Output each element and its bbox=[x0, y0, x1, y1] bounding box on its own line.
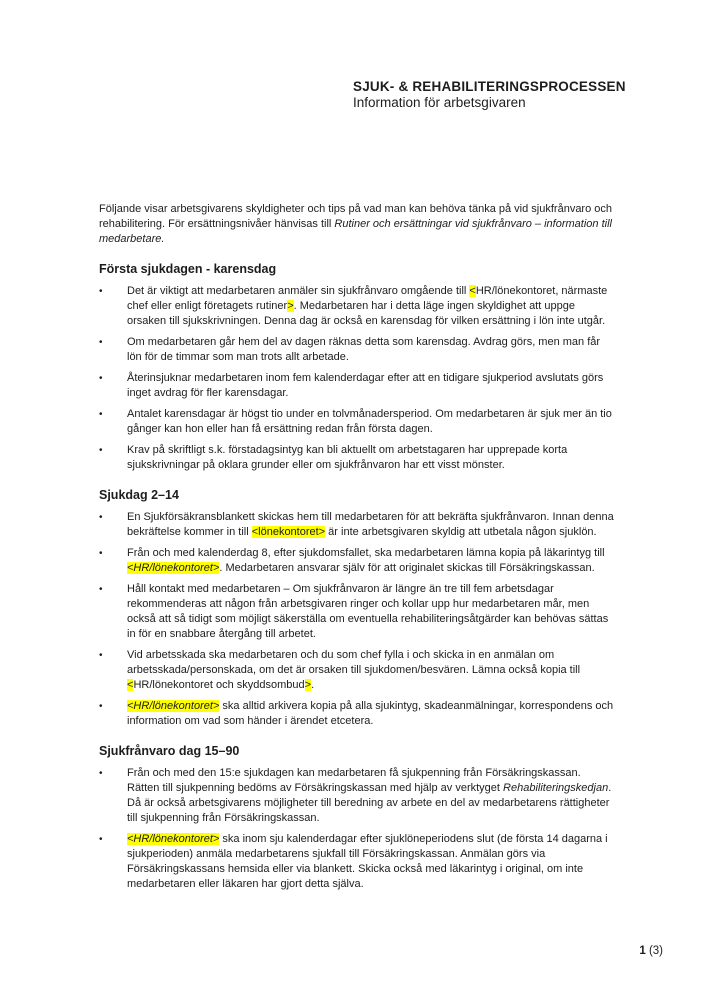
document-body bbox=[99, 202, 615, 898]
bullet-item bbox=[99, 510, 615, 540]
document-title: SJUK- & REHABILITERINGSPROCESSEN bbox=[353, 79, 626, 94]
bullet-list bbox=[99, 284, 615, 473]
bullet-text: Om medarbetaren går hem del av dagen räknas detta som karensdag. Avdrag görs, men man får lön för de timmar som man trots allt arbetade. bbox=[127, 336, 601, 363]
section-heading-first-sick-day: Första sjukdagen - karensdag bbox=[99, 262, 277, 276]
bullet-text: Det är viktigt att medarbetaren anmäler sin sjukfrånvaro omgående till <HR/lönekontoret, närmaste chef eller enligt företagets rutiner>. Medarbetaren har i detta läge ingen skyldighet att uppge orsaken till sjukskrivningen. Denna dag är också en karensdag för vilken ersättning i lön inte utgår. bbox=[127, 285, 608, 327]
bullet-icon: • bbox=[99, 584, 103, 595]
bullet-text: Från och med kalenderdag 8, efter sjukdomsfallet, ska medarbetaren lämna kopia på läkarintyg till <HR/lönekontoret>. Medarbetaren ansvarar själv för att originalet skickas till Försäkringskassan. bbox=[127, 547, 605, 574]
bullet-item bbox=[99, 699, 615, 729]
bullet-item bbox=[99, 582, 615, 642]
bullet-text: En Sjukförsäkransblankett skickas hem till medarbetaren för att bekräfta sjukfrånvaron. Innan denna bekräftelse kommer in till <lönekontoret> är inte arbetsgivaren skyldig att utbetala någon sjuklön. bbox=[127, 511, 614, 538]
bullet-icon: • bbox=[99, 650, 103, 661]
document-subtitle: Information för arbetsgivaren bbox=[353, 95, 526, 110]
page-footer bbox=[639, 944, 663, 958]
bullet-icon: • bbox=[99, 512, 103, 523]
bullet-icon: • bbox=[99, 548, 103, 559]
bullet-icon: • bbox=[99, 701, 103, 712]
bullet-icon: • bbox=[99, 445, 103, 456]
bullet-icon: • bbox=[99, 286, 103, 297]
bullet-text: Vid arbetsskada ska medarbetaren och du som chef fylla i och skicka in en anmälan om arbetsskada/personskada, om det är orsaken till sjukdomen/besvären. Lämna också kopia till <HR/lönekontoret och skyddsombud>. bbox=[127, 649, 581, 691]
section-sick-day-2-14 bbox=[99, 487, 615, 729]
bullet-text: Krav på skriftligt s.k. förstadagsintyg kan bli aktuellt om arbetstagaren har upprepade korta sjukskrivningar på oklara grunder eller om sjukfrånvaron har ett visst mönster. bbox=[127, 444, 568, 471]
bullet-item bbox=[99, 443, 615, 473]
bullet-item bbox=[99, 371, 615, 401]
page-number bbox=[639, 945, 663, 957]
bullet-text: <HR/lönekontoret> ska inom sju kalenderdagar efter sjuklöneperiodens slut (de första 14 dagarna i sjukperioden) anmäla medarbetarens sjukfall till Försäkringskassan. Anmälan görs via Försäkringskassans hemsida eller via blankett. Skicka också med läkarintyg i original, om inte medarbetaren eller läkaren har gjort detta själva. bbox=[127, 833, 608, 890]
bullet-text: Antalet karensdagar är högst tio under en tolvmånadersperiod. Om medarbetaren är sjuk mer än tio gånger kan hon eller han få ersättning redan från första dagen. bbox=[127, 408, 612, 435]
bullet-icon: • bbox=[99, 373, 103, 384]
bullet-item bbox=[99, 648, 615, 693]
intro-paragraph: Följande visar arbetsgivarens skyldigheter och tips på vad man kan behöva tänka på vid sjukfrånvaro och rehabilitering. För ersättningsnivåer hänvisas till Rutiner och ersättningar vid sjukfrånvaro – information till medarbetare. bbox=[99, 203, 613, 245]
bullet-item bbox=[99, 832, 615, 892]
bullet-text: <HR/lönekontoret> ska alltid arkivera kopia på alla sjukintyg, skadeanmälningar, korrespondens och information om vad som händer i ärendet etcetera. bbox=[127, 700, 614, 727]
section-first-sick-day bbox=[99, 261, 615, 473]
bullet-list bbox=[99, 510, 615, 729]
bullet-item bbox=[99, 335, 615, 365]
title-block bbox=[353, 79, 673, 111]
page-number-total: (3) bbox=[645, 945, 663, 957]
section-heading-sick-leave-15-90: Sjukfrånvaro dag 15–90 bbox=[99, 744, 240, 758]
bullet-item bbox=[99, 766, 615, 826]
bullet-item bbox=[99, 407, 615, 437]
section-sick-leave-15-90 bbox=[99, 743, 615, 892]
bullet-item bbox=[99, 284, 615, 329]
bullet-text: Från och med den 15:e sjukdagen kan medarbetaren få sjukpenning från Försäkringskassan. Rätten till sjukpenning bedöms av Försäkringskassan med hjälp av verktyget Rehabiliteringskedjan. Då är också arbetsgivarens möjligheter till beredning av arbete en del av medarbetarens rättigheter till sjukpenning från Försäkringskassan. bbox=[127, 767, 612, 824]
bullet-icon: • bbox=[99, 337, 103, 348]
page-number-current: 1 bbox=[639, 945, 646, 957]
bullet-item bbox=[99, 546, 615, 576]
section-heading-sick-day-2-14: Sjukdag 2–14 bbox=[99, 488, 179, 502]
bullet-list bbox=[99, 766, 615, 892]
bullet-text: Återinsjuknar medarbetaren inom fem kalenderdagar efter att en tidigare sjukperiod avslutats görs inget avdrag för fler karensdagar. bbox=[127, 372, 604, 399]
bullet-text: Håll kontakt med medarbetaren – Om sjukfrånvaron är längre än tre till fem arbetsdagar rekommenderas att någon från arbetsgivaren ringer och kollar upp hur medarbetaren mår, men också att så tidigt som möjligt säkerställa om eventuella rehabiliteringsåtgärder kan behövas sättas in för en snabbare återgång till arbetet. bbox=[127, 583, 609, 640]
bullet-icon: • bbox=[99, 768, 103, 779]
bullet-icon: • bbox=[99, 409, 103, 420]
bullet-icon: • bbox=[99, 834, 103, 845]
